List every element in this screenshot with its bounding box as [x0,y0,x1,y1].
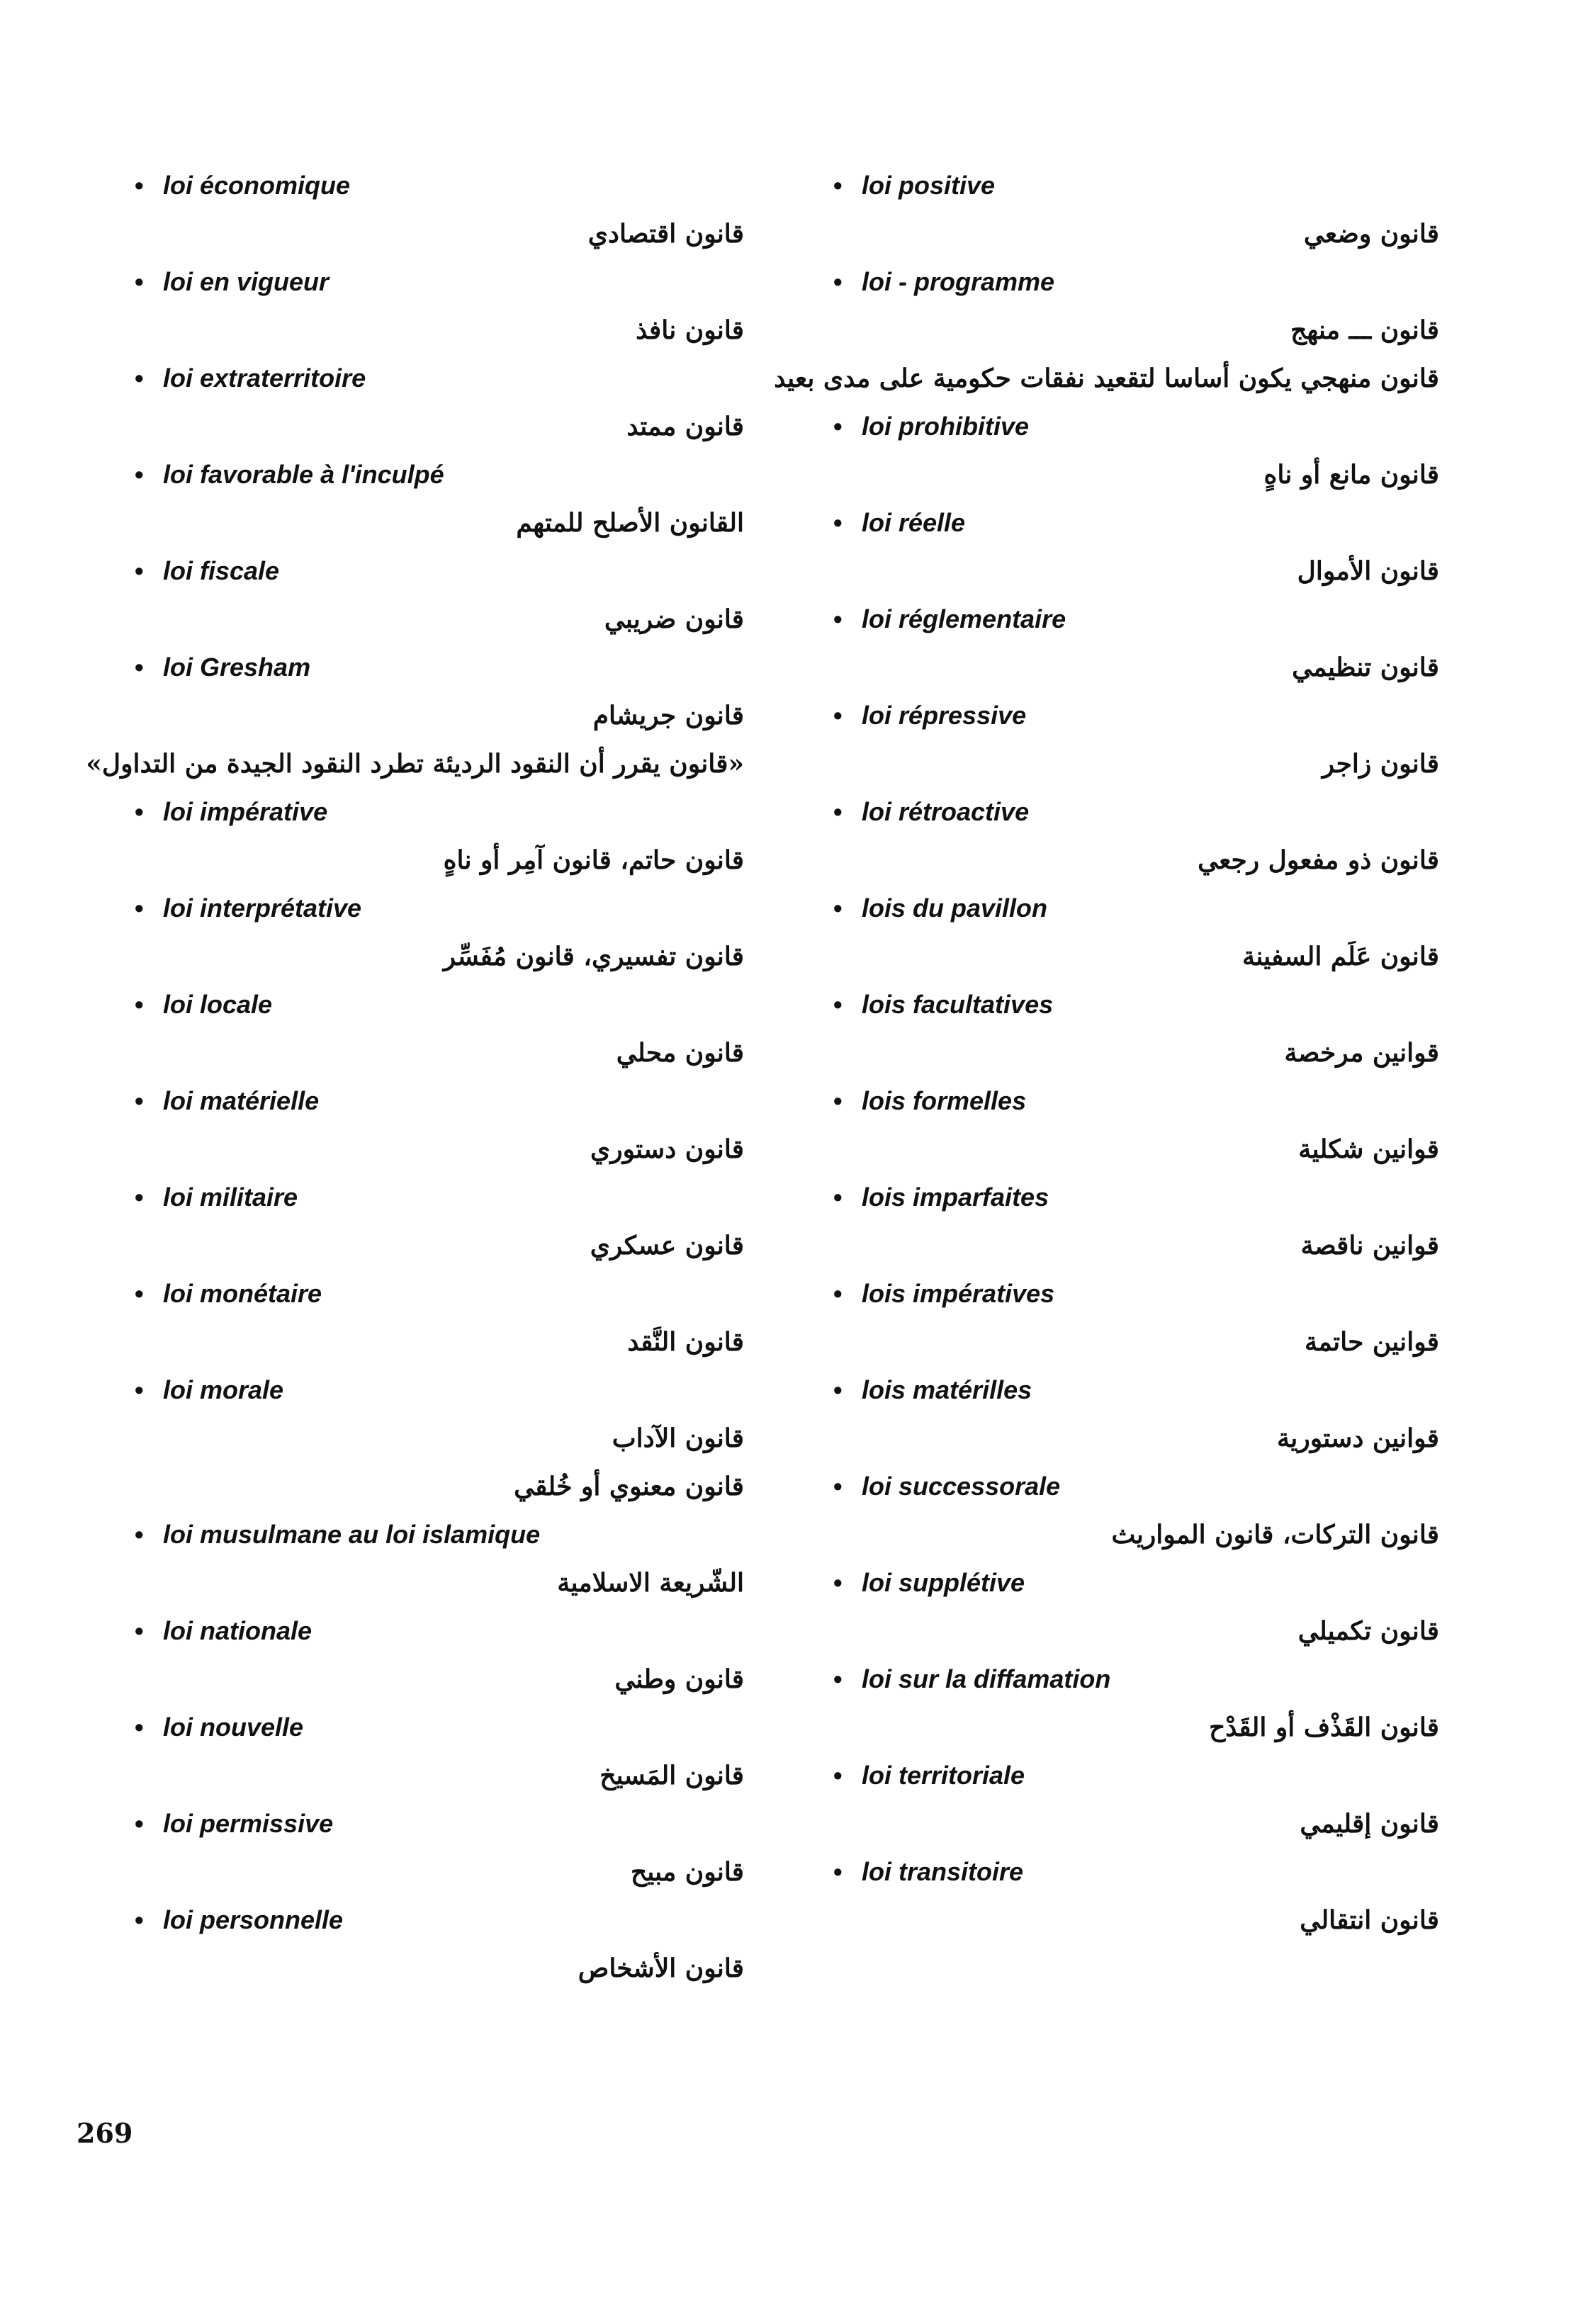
french-term [135,451,744,499]
arabic-translation: قانون ـــ منهج [1290,315,1439,345]
arabic-translation: قانون اقتصادي [587,219,744,249]
dictionary-entry [833,1752,1439,1848]
arabic-translation: قانون ضريبي [604,604,744,634]
arabic-translation: قانون ذو مفعول رجعي [1198,845,1439,875]
dictionary-entry [135,354,744,451]
bullet-icon: • [833,797,843,826]
french-term [135,354,744,402]
french-term [135,1703,744,1752]
dictionary-entry [833,1270,1439,1366]
dictionary-entry [833,1366,1439,1462]
french-term [135,1173,744,1222]
arabic-translation: قانون مانع أو ناهٍ [1263,460,1439,490]
bullet-icon: • [135,653,144,682]
dictionary-entry [833,1462,1439,1559]
page-number: 269 [77,2117,133,2149]
french-term [833,595,1439,643]
arabic-translation: قانون محلي [616,1038,744,1068]
french-term [833,162,1439,210]
bullet-icon: • [833,1086,843,1115]
arabic-translation: قانون تفسيري، قانون مُفَسِّر [443,942,744,971]
french-term-text: loi matérielle [163,1086,320,1115]
dictionary-entry [833,1848,1439,1944]
dictionary-entry [833,499,1439,595]
arabic-translation: قانون انتقالي [1300,1905,1439,1935]
french-term-text: loi réelle [862,508,966,537]
bullet-icon: • [135,1809,144,1838]
dictionary-entry [833,981,1439,1077]
arabic-translation: قوانين حاتمة [1305,1327,1439,1357]
dictionary-entry [833,162,1439,258]
dictionary-entry [833,1077,1439,1173]
bullet-icon: • [135,893,144,923]
dictionary-entry [833,1559,1439,1655]
french-term [833,1462,1439,1511]
arabic-translation: قانون عَلَم السفينة [1242,942,1439,971]
french-term [833,499,1439,547]
french-term-text: loi successorale [862,1472,1061,1501]
french-term-text: loi musulmane au loi islamique [163,1520,541,1549]
french-term-text: loi positive [862,171,996,200]
bullet-icon: • [833,1857,843,1886]
french-term-text: loi permissive [163,1809,334,1838]
french-term-text: lois impératives [862,1279,1055,1308]
arabic-translation: قانون نافذ [636,315,744,345]
arabic-translation: قانون التركات، قانون المواريث [1111,1520,1439,1550]
dictionary-entry [833,788,1439,884]
arabic-translation: قوانين شكلية [1298,1134,1439,1164]
arabic-translation: قانون زاجر [1322,749,1439,779]
french-term [135,884,744,932]
french-term-text: loi extraterritoire [163,363,366,393]
french-term [833,692,1439,740]
french-term [833,1366,1439,1414]
french-term-text: lois formelles [862,1086,1027,1115]
french-term [135,1077,744,1125]
arabic-translation: قانون منهجي يكون أساسا لتقعيد نفقات حكومية على مدى بعيد [774,363,1439,393]
dictionary-entry [135,1800,744,1896]
bullet-icon: • [135,797,144,826]
french-term-text: loi morale [163,1375,284,1404]
arabic-translation: قانون القَذْف أو القَدْح [1209,1713,1439,1742]
french-term-text: loi impérative [163,797,328,826]
bullet-icon: • [135,1279,144,1308]
bullet-icon: • [833,893,843,923]
bullet-icon: • [833,412,843,441]
french-term [135,547,744,595]
dictionary-entry [135,1270,744,1366]
arabic-translation: قانون حاتم، قانون آمِر أو ناهٍ [443,845,744,875]
bullet-icon: • [135,556,144,585]
french-term-text: loi économique [163,171,351,200]
french-term-text: loi Gresham [163,653,311,682]
arabic-translation: قانون جريشام [592,701,744,731]
bullet-icon: • [833,267,843,296]
bullet-icon: • [135,1905,144,1934]
bullet-icon: • [135,1713,144,1742]
french-term [135,643,744,692]
arabic-translation: قانون النَّقد [627,1327,744,1357]
bullet-icon: • [135,1375,144,1404]
french-term [833,1655,1439,1703]
french-term-text: lois matérilles [862,1375,1032,1404]
french-term [833,884,1439,932]
french-term-text: loi - programme [862,267,1055,296]
french-term-text: loi en vigueur [163,267,330,296]
french-term [135,1896,744,1944]
french-term-text: loi militaire [163,1183,298,1212]
arabic-translation: قانون الأشخاص [578,1953,744,1983]
french-term-text: loi sur la diffamation [862,1664,1111,1693]
french-term [135,1270,744,1318]
french-term [135,162,744,210]
bullet-icon: • [833,990,843,1019]
bullet-icon: • [135,267,144,296]
french-term [833,1752,1439,1800]
dictionary-entry [135,1511,744,1607]
arabic-translation: قوانين مرخصة [1284,1038,1439,1068]
dictionary-entry [135,884,744,981]
french-term-text: loi fiscale [163,556,280,585]
dictionary-entry [135,788,744,884]
french-term-text: loi favorable à l'inculpé [163,460,444,489]
french-term [833,1559,1439,1607]
french-term-text: loi locale [163,990,273,1019]
bullet-icon: • [833,508,843,537]
bullet-icon: • [833,1375,843,1404]
dictionary-entry [833,595,1439,692]
bullet-icon: • [833,1279,843,1308]
arabic-translation: قانون مبيح [630,1857,744,1887]
bullet-icon: • [135,363,144,393]
french-term [135,788,744,836]
arabic-translation: قانون وطني [614,1664,744,1694]
french-term-text: lois facultatives [862,990,1054,1019]
arabic-translation: قانون إقليمي [1300,1809,1439,1839]
dictionary-entry [135,162,744,258]
dictionary-entry [774,258,1439,402]
left-column [86,162,744,1992]
french-term-text: loi répressive [862,701,1027,730]
french-term-text: loi personnelle [163,1905,344,1934]
arabic-translation: الشّريعة الاسلامية [557,1568,744,1598]
arabic-translation: قانون ممتد [626,412,744,441]
bullet-icon: • [135,1616,144,1645]
arabic-translation: قانون معنوي أو خُلقي [514,1472,744,1501]
right-column [774,162,1439,1944]
bullet-icon: • [833,701,843,730]
bullet-icon: • [135,460,144,489]
dictionary-entry [833,1173,1439,1270]
dictionary-entry [833,402,1439,499]
french-term [833,1848,1439,1896]
arabic-translation: قانون المَسيخ [599,1761,744,1790]
arabic-translation: قانون الآداب [612,1423,744,1453]
bullet-icon: • [135,1520,144,1549]
dictionary-entry [135,981,744,1077]
dictionary-entry [135,1896,744,1992]
french-term [833,788,1439,836]
french-term-text: loi monétaire [163,1279,322,1308]
arabic-translation: قانون عسكري [590,1231,744,1260]
dictionary-entry [833,692,1439,788]
arabic-translation: قانون وضعي [1303,219,1439,249]
bullet-icon: • [833,1568,843,1597]
french-term [135,1800,744,1848]
french-term [135,1366,744,1414]
dictionary-entry [833,884,1439,981]
french-term [833,402,1439,451]
dictionary-entry [135,547,744,643]
bullet-icon: • [833,604,843,633]
bullet-icon: • [135,1086,144,1115]
french-term [135,981,744,1029]
bullet-icon: • [833,1664,843,1693]
french-term [833,1173,1439,1222]
french-term-text: loi interprétative [163,893,362,923]
dictionary-entry [135,1077,744,1173]
dictionary-entry [135,258,744,354]
french-term-text: loi prohibitive [862,412,1030,441]
dictionary-entry [135,1607,744,1703]
french-term-text: loi rétroactive [862,797,1030,826]
dictionary-entry [135,1366,744,1511]
french-term [135,258,744,306]
arabic-translation: قانون تكميلي [1297,1616,1439,1646]
arabic-translation: قوانين ناقصة [1300,1231,1439,1260]
dictionary-entry [833,1655,1439,1752]
dictionary-entry [135,1703,744,1800]
arabic-translation: «قانون يقرر أن النقود الرديئة تطرد النقود الجيدة من التداول» [86,749,744,779]
french-term [833,1270,1439,1318]
arabic-translation: قوانين دستورية [1277,1423,1439,1453]
arabic-translation: قانون الأموال [1297,556,1439,586]
french-term [135,1607,744,1655]
arabic-translation: القانون الأصلح للمتهم [516,508,744,538]
arabic-translation: قانون دستوري [590,1134,744,1164]
bullet-icon: • [833,1472,843,1501]
french-term-text: loi transitoire [862,1857,1024,1886]
french-term-text: lois du pavillon [862,893,1048,923]
bullet-icon: • [135,1183,144,1212]
french-term-text: loi territoriale [862,1761,1025,1790]
french-term-text: loi réglementaire [862,604,1066,633]
dictionary-entry [135,1173,744,1270]
french-term-text: loi nationale [163,1616,312,1645]
french-term [833,1077,1439,1125]
french-term [833,258,1439,306]
french-term-text: lois imparfaites [862,1183,1049,1212]
french-term [135,1511,744,1559]
bullet-icon: • [833,1761,843,1790]
french-term-text: loi nouvelle [163,1713,304,1742]
bullet-icon: • [833,1183,843,1212]
bullet-icon: • [135,171,144,200]
arabic-translation: قانون تنظيمي [1292,653,1439,682]
dictionary-entry [86,643,744,788]
french-term [833,981,1439,1029]
french-term-text: loi supplétive [862,1568,1025,1597]
bullet-icon: • [833,171,843,200]
bullet-icon: • [135,990,144,1019]
dictionary-entry [135,451,744,547]
